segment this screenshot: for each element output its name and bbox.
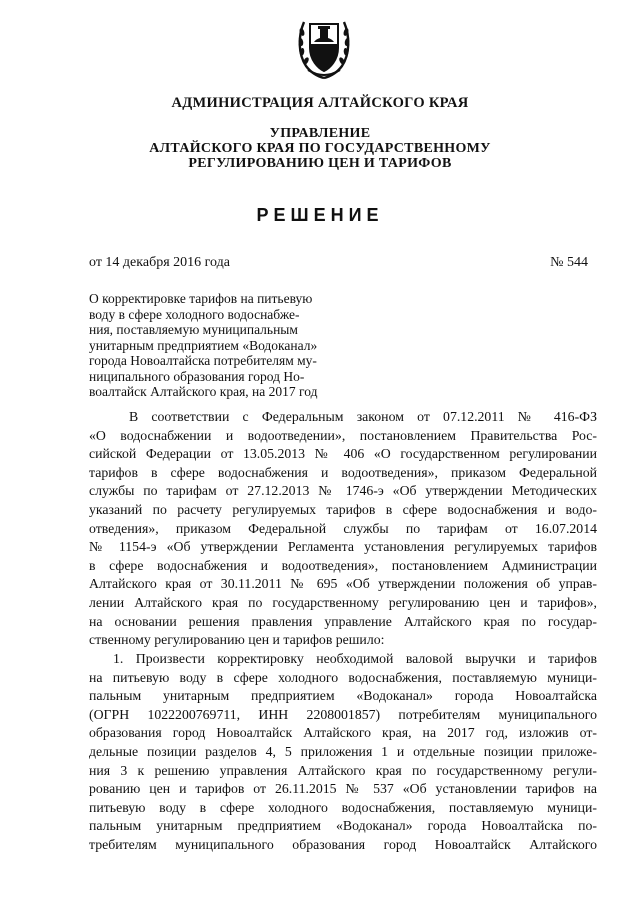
paragraph-line: 1. Произвести корректировку необходимой валовой выручки и тарифов xyxy=(113,651,597,666)
paragraph-line: ственному регулированию цен и тарифов решило: xyxy=(89,632,385,648)
subject-line: воду в сфере холодного водоснабже- xyxy=(89,306,300,322)
subject-line: воалтайск Алтайского края, на 2017 год xyxy=(89,384,318,399)
paragraph-line: сийской Федерации от 13.05.2013 № 406 «О государственном регулировании xyxy=(89,446,597,462)
subject-line: города Новоалтайска потребителям му- xyxy=(89,353,317,368)
paragraph-line: Алтайского края от 30.11.2011 № 695 «Об утверждении положения об управ- xyxy=(89,576,597,592)
subject-line: ниципального образования город Но- xyxy=(89,368,305,384)
paragraph-line: рованию цен и тарифов от 26.11.2015 № 537 «Об установлении тарифов на xyxy=(89,781,597,797)
paragraph-line: образования город Новоалтайск Алтайского края, на 2017 год, изложив от- xyxy=(89,725,597,741)
paragraph-line: пальным унитарным предприятием «Водоканал» города Новоалтайска по- xyxy=(89,818,597,834)
paragraph-line: «О водоснабжении и водоотведении», постановлением Правительства Рос- xyxy=(89,427,597,443)
paragraph-line: дельные позиции разделов 4, 5 приложения 1 и отдельные позиции приложе- xyxy=(89,743,597,759)
item-1-paragraph xyxy=(89,650,597,855)
subject-line: ния, поставляемую муниципальным xyxy=(89,322,298,337)
subject-line: унитарным предприятием «Водоканал» xyxy=(89,337,318,353)
paragraph-line: службы по тарифам от 27.12.2013 № 1746-э «Об утверждении Методических xyxy=(89,483,597,499)
preamble-paragraph xyxy=(89,408,597,650)
department-title xyxy=(0,126,640,171)
decision-subject xyxy=(89,291,353,400)
decision-date: от 14 декабря 2016 года xyxy=(89,255,230,270)
paragraph-line: питьевую воду в сфере холодного водоснабжения, поставляемую муници- xyxy=(89,799,597,815)
paragraph-line: указаний по расчету регулируемых тарифов в сфере водоснабжения и водо- xyxy=(89,501,597,517)
paragraph-line: пальным унитарным предприятием «Водоканал» города Новоалтайска xyxy=(89,688,597,704)
decision-number: № 544 xyxy=(550,255,588,270)
paragraph-line: лении Алтайского края по государственному регулированию цен и тарифов», xyxy=(89,594,597,610)
coat-of-arms-icon xyxy=(296,14,352,80)
subject-line: О корректировке тарифов на питьевую xyxy=(89,291,313,306)
paragraph-line: ния 3 к решению управления Алтайского края по государственному регули- xyxy=(89,762,597,778)
paragraph-line: (ОГРН 1022200769711, ИНН 2208001857) потребителям муниципального xyxy=(89,706,597,722)
paragraph-line: на основании решения правления управление Алтайского края по государ- xyxy=(89,613,597,629)
decision-title: РЕШЕНИЕ xyxy=(256,205,384,225)
administration-title: АДМИНИСТРАЦИЯ АЛТАЙСКОГО КРАЯ xyxy=(171,95,469,111)
paragraph-line: В соответствии с Федеральным законом от 07.12.2011 № 416-ФЗ xyxy=(129,409,597,424)
department-line: УПРАВЛЕНИЕ xyxy=(269,126,371,141)
paragraph-line: отведения», приказом Федеральной службы по тарифам от 16.07.2014 xyxy=(89,520,597,536)
paragraph-line: № 1154-э «Об утверждении Регламента установления регулируемых тарифов xyxy=(89,539,597,555)
paragraph-line: тарифов в сфере водоснабжения и водоотведения», приказом Федеральной xyxy=(89,464,597,480)
paragraph-line: на питьевую воду в сфере холодного водоснабжения, поставляемую муници- xyxy=(89,669,597,685)
department-line: АЛТАЙСКОГО КРАЯ ПО ГОСУДАРСТВЕННОМУ xyxy=(149,141,491,156)
paragraph-line: требителям муниципального образования город Новоалтайск Алтайского xyxy=(89,836,597,852)
paragraph-line: в сфере водоснабжения и водоотведения», постановлением Администрации xyxy=(89,557,597,573)
department-line: РЕГУЛИРОВАНИЮ ЦЕН И ТАРИФОВ xyxy=(188,156,452,171)
